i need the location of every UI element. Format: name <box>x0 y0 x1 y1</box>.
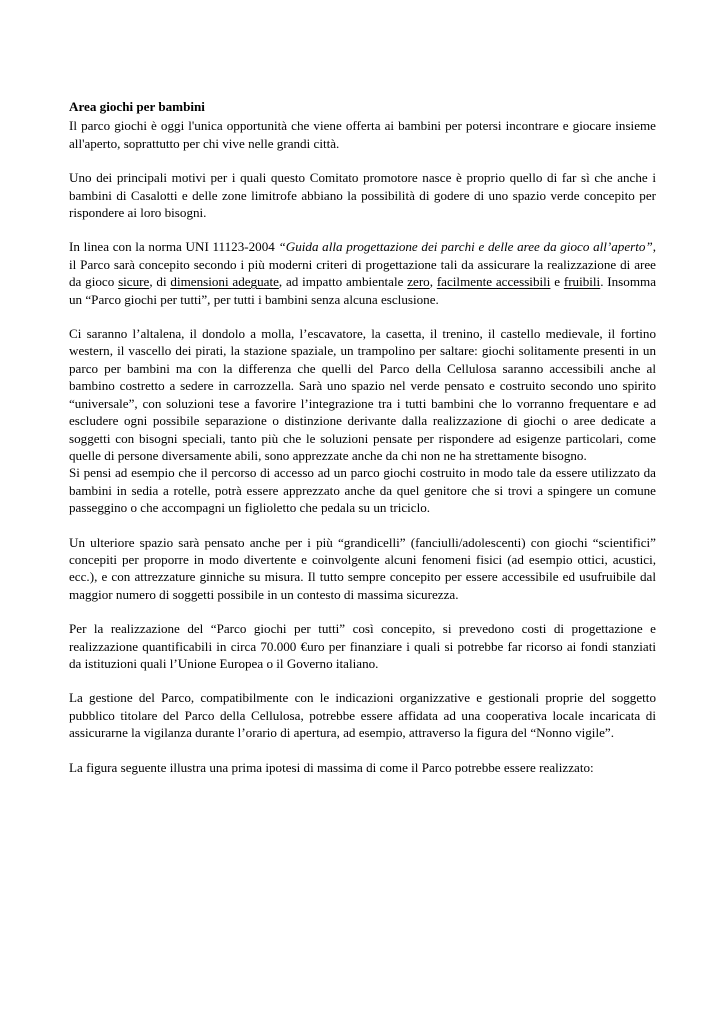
paragraph-figure-intro: La figura seguente illustra una prima ipotesi di massima di come il Parco potrebbe essere realizzato: <box>69 759 594 775</box>
paragraph-management: La gestione del Parco, compatibilmente con le indicazioni organizzative e gestionali proprie del soggetto pubblico titolare del Parco della Cellulosa, potrebbe essere affidata ad una cooperativa locale incaricata di assicurarne la vigilanza durante l’orario di apertura, ad esempio, attraverso la figura del “Nonno vigile”. <box>69 690 656 741</box>
underlined-fruibili: fruibili <box>563 274 601 290</box>
paragraph-access-example: Si pensi ad esempio che il percorso di accesso ad un parco giochi costruito in modo tale da essere utilizzato da bambini in sedia a rotelle, potrà essere apprezzato anche da quel genitore che si trovi a spingere un comune passeggino o che accompagni un figlioletto che pedala su un triciclo. <box>69 465 656 516</box>
norm-text-1: , il Parco sarà concepito secondo i più moderni criteri di progettazione tali da assicurare la realizzazione di aree da gioco <box>69 239 657 290</box>
section-title: Area giochi per bambini <box>69 99 205 114</box>
paragraph-games: Ci saranno l’altalena, il dondolo a molla, l’escavatore, la casetta, il trenino, il castello medievale, il fortino western, il vascello dei pirati, la stazione spaziale, un trampolino per saltare: giochi solitamente presenti in un parco per bambini ma con la differenza che quelli del Parco della Cellulosa saranno accessibili anche al bambino costretto a sedere in carrozzella. Sarà uno spazio nel verde pensato e costruito secondo uno spirito “universale”, con soluzioni tese a favorire l’integrazione tra i tutti bambini che lo vorranno frequentare e ad escludere ogni possibile separazione o distinzione derivante dalla realizzazione di giochi o aree dedicate a soggetti con bisogni speciali, tanto più che le soluzioni pensate per rispondere ad esigenze particolari, come quelle di persone diversamente abili, sono apprezzate anche da chi non ne ha strettamente bisogno. <box>69 326 656 463</box>
paragraph-norm <box>69 238 656 308</box>
norm-text-2: , di <box>149 274 171 290</box>
norm-text-5: e <box>550 274 564 290</box>
paragraph-older-kids: Un ulteriore spazio sarà pensato anche per i più “grandicelli” (fanciulli/adolescenti) con giochi “scientifici” concepiti per proporre in modo divertente e coinvolgente alcuni fenomeni fisici (ad esempio ottici, acustici, ecc.), e con attrezzature ginniche su misura. Il tutto sempre concepito per essere accessibile ed usufruibile dal maggior numero di soggetti possibile in un contesto di massima sicurezza. <box>69 534 656 602</box>
underlined-dimensioni: dimensioni adeguate <box>170 274 279 290</box>
paragraph-costs: Per la realizzazione del “Parco giochi per tutti” così concepito, si prevedono costi di progettazione e realizzazione quantificabili in circa 70.000 €uro per finanziare i quali si potrebbe far ricorso ai fondi stanziati da istituzioni quali l’Unione Europea o il Governo italiano. <box>69 621 656 671</box>
underlined-zero: zero <box>407 274 430 290</box>
underlined-sicure: sicure <box>118 274 150 290</box>
paragraph-motivation: Uno dei principali motivi per i quali questo Comitato promotore nasce è proprio quello di far sì che anche i bambini di Casalotti e delle zone limitrofe abbiano la possibilità di godere di uno spazio verde concepito per rispondere ai loro bisogni. <box>69 170 656 221</box>
norm-intro-text: In linea con la norma UNI 11123-2004 <box>69 239 279 255</box>
underlined-accessibili: facilmente accessibili <box>436 274 551 290</box>
document-page <box>69 98 656 793</box>
norm-text-4: , <box>429 274 437 290</box>
norm-text-6: . Insomma un “Parco giochi per tutti”, per tutti i bambini senza alcuna esclusione. <box>69 274 657 307</box>
guide-title: “Guida alla progettazione dei parchi e delle aree da gioco all’aperto” <box>278 239 653 255</box>
norm-text-3: , ad impatto ambientale <box>278 274 408 290</box>
paragraph-intro: Il parco giochi è oggi l'unica opportunità che viene offerta ai bambini per potersi incontrare e giocare insieme all'aperto, soprattutto per chi vive nelle grandi città. <box>69 118 656 151</box>
